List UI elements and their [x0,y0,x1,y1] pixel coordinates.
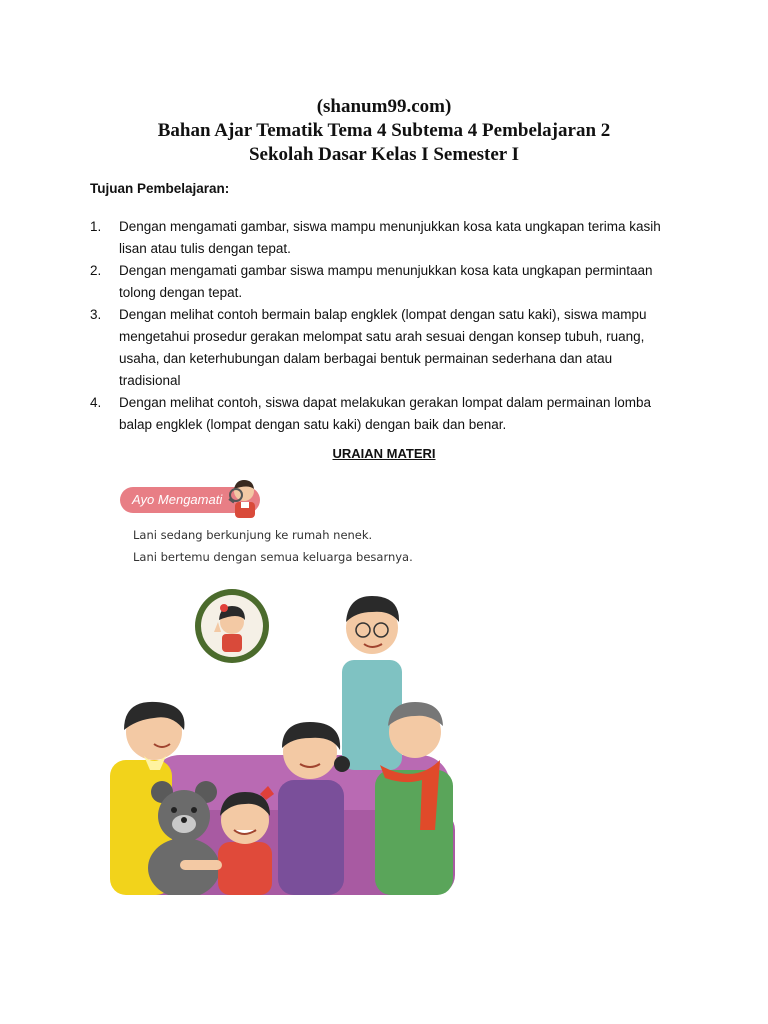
objective-line: lisan atau tulis dengan tepat. [119,241,291,256]
objective-line: tolong dengan tepat. [119,285,243,300]
activity-badge: Ayo Mengamati [120,487,260,513]
document-header [0,95,768,167]
mother-figure [278,722,350,895]
objective-item [90,260,690,304]
observing-child-icon [226,478,262,520]
objective-number: 1. [90,219,102,234]
objective-line: Dengan mengamati gambar siswa mampu menunjukkan kosa kata ungkapan permintaan [119,263,653,278]
objective-line: Dengan melihat contoh, siswa dapat melakukan gerakan lompat dalam permainan lomba [119,395,652,410]
story-text [133,524,413,568]
document-subtitle: Sekolah Dasar Kelas I Semester I [248,144,520,165]
objective-line: Dengan melihat contoh bermain balap engklek (lompat dengan satu kaki), siswa mampu [119,307,647,322]
objectives-list [90,216,690,436]
objectives-heading: Tujuan Pembelajaran: [90,181,230,196]
objective-item [90,392,690,436]
objective-number: 2. [90,263,102,278]
family-illustration [110,580,455,895]
objective-number: 3. [90,307,102,322]
objective-line: Dengan mengamati gambar, siswa mampu menunjukkan kosa kata ungkapan terima kasih [119,219,661,234]
story-line: Lani sedang berkunjung ke rumah nenek. [133,528,373,542]
objective-line: mengetahui prosedur gerakan melompat satu arah sesuai dengan konsep tubuh, ruang, [119,329,645,344]
objective-item [90,304,690,392]
objective-line: usaha, dan keterhubungan dalam berbagai bentuk permainan sederhana dan atau [119,351,613,366]
objective-line: balap engklek (lompat dengan satu kaki) dengan baik dan benar. [119,417,507,432]
objective-number: 4. [90,395,102,410]
girl-portrait-icon [195,589,269,663]
document-title: Bahan Ajar Tematik Tema 4 Subtema 4 Pembelajaran 2 [157,120,611,141]
story-line: Lani bertemu dengan semua keluarga besarnya. [133,550,413,564]
source-line: (shanum99.com) [316,96,452,117]
objective-item [90,216,690,260]
objective-line: tradisional [119,373,181,388]
section-heading: URAIAN MATERI [332,446,436,461]
